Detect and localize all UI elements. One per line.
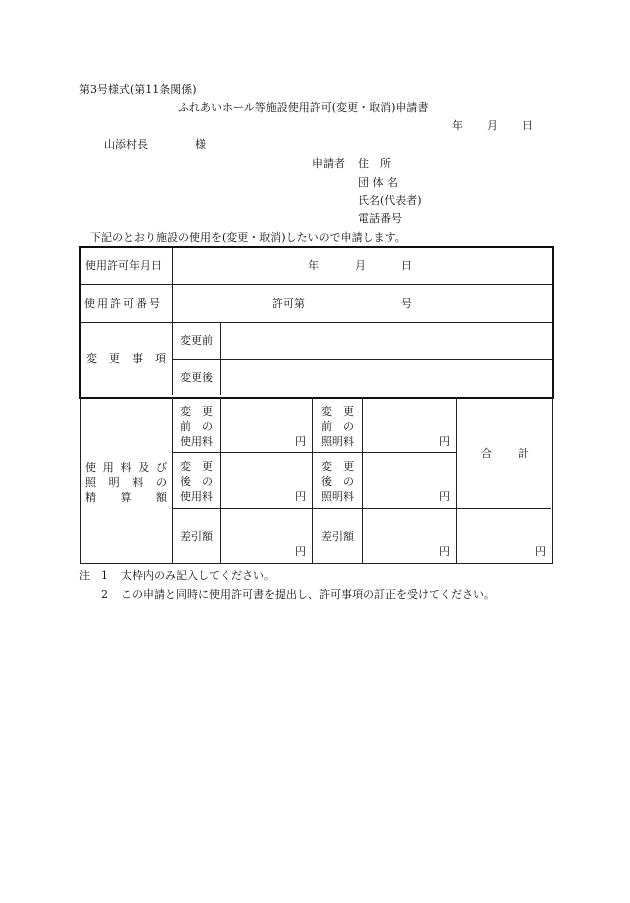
total-diff-yen: 円 [535, 545, 546, 558]
changes-after-label: 変更後 [180, 371, 213, 384]
permit-number-suffix: 号 [401, 297, 412, 310]
fee-diff-label: 差引額 [180, 530, 213, 543]
fee-after-label-2: 後 の [180, 475, 213, 488]
form-number: 第3号様式(第11条関係) [79, 83, 197, 96]
date-year-label: 年 [452, 119, 463, 132]
settlement-label-line3: 精 算 額 [85, 491, 167, 504]
fee-after-label-3: 使用料 [180, 490, 213, 503]
light-after-label-1: 変 更 [321, 460, 354, 473]
col-divider [456, 397, 457, 563]
changes-label: 変 更 事 項 [86, 352, 166, 365]
row-divider [173, 452, 457, 453]
col-divider [220, 397, 221, 563]
fee-before-yen: 円 [295, 435, 306, 448]
applicant-address-label: 住 所 [358, 157, 391, 170]
light-diff-label: 差引額 [321, 530, 354, 543]
col-divider [172, 397, 173, 563]
total-label: 合 計 [481, 447, 529, 460]
fee-before-label-2: 前 の [180, 420, 213, 433]
light-before-label-1: 変 更 [321, 405, 354, 418]
row-divider [81, 322, 552, 323]
permit-date-month: 月 [355, 259, 366, 272]
addressee-name: 山添村長 [104, 138, 148, 151]
note-2-text: この申請と同時に使用許可書を提出し、許可事項の訂正を受けてください。 [121, 588, 495, 601]
settlement-label-line2: 照 明 料 の [85, 476, 167, 489]
light-before-label-2: 前 の [321, 420, 354, 433]
applicant-label: 申請者 [312, 157, 345, 170]
row-divider [173, 359, 552, 360]
settlement-label-line1: 使 用 料 及 び [85, 461, 167, 474]
permit-date-year: 年 [308, 259, 319, 272]
fee-after-yen: 円 [295, 490, 306, 503]
col-divider [172, 248, 173, 395]
light-before-label-3: 照明料 [321, 435, 354, 448]
notes-prefix: 注 [79, 569, 90, 582]
document-title: ふれあいホール等施設使用許可(変更・取消)申請書 [178, 101, 429, 114]
fee-after-label-1: 変 更 [180, 460, 213, 473]
light-after-yen: 円 [439, 490, 450, 503]
date-month-label: 月 [487, 119, 498, 132]
col-divider [362, 397, 363, 563]
note-2-number: 2 [101, 588, 108, 601]
fee-before-label-1: 変 更 [180, 405, 213, 418]
light-after-label-2: 後 の [321, 475, 354, 488]
addressee-honorific: 様 [195, 138, 206, 151]
permit-number-label: 使用許可番号 [84, 297, 162, 310]
fee-before-label-3: 使用料 [180, 435, 213, 448]
col-divider [312, 397, 313, 563]
permit-date-day: 日 [401, 259, 412, 272]
applicant-name-label: 氏名(代表者) [358, 194, 422, 207]
permit-date-label: 使用許可年月日 [85, 259, 162, 272]
permit-number-prefix: 許可第 [272, 297, 305, 310]
applicant-phone-label: 電話番号 [358, 212, 402, 225]
date-day-label: 日 [522, 119, 533, 132]
note-1-number: 1 [101, 569, 108, 582]
note-1-text: 太枠内のみ記入してください。 [121, 569, 275, 582]
changes-before-label: 変更前 [180, 334, 213, 347]
col-divider [220, 322, 221, 395]
light-after-label-3: 照明料 [321, 490, 354, 503]
intro-text: 下記のとおり施設の使用を(変更・取消)したいので申請します。 [90, 231, 406, 244]
light-before-yen: 円 [439, 435, 450, 448]
row-divider [173, 508, 551, 509]
fee-diff-yen: 円 [295, 545, 306, 558]
light-diff-yen: 円 [439, 545, 450, 558]
row-divider [81, 284, 552, 285]
applicant-group-label: 団 体 名 [358, 176, 398, 189]
